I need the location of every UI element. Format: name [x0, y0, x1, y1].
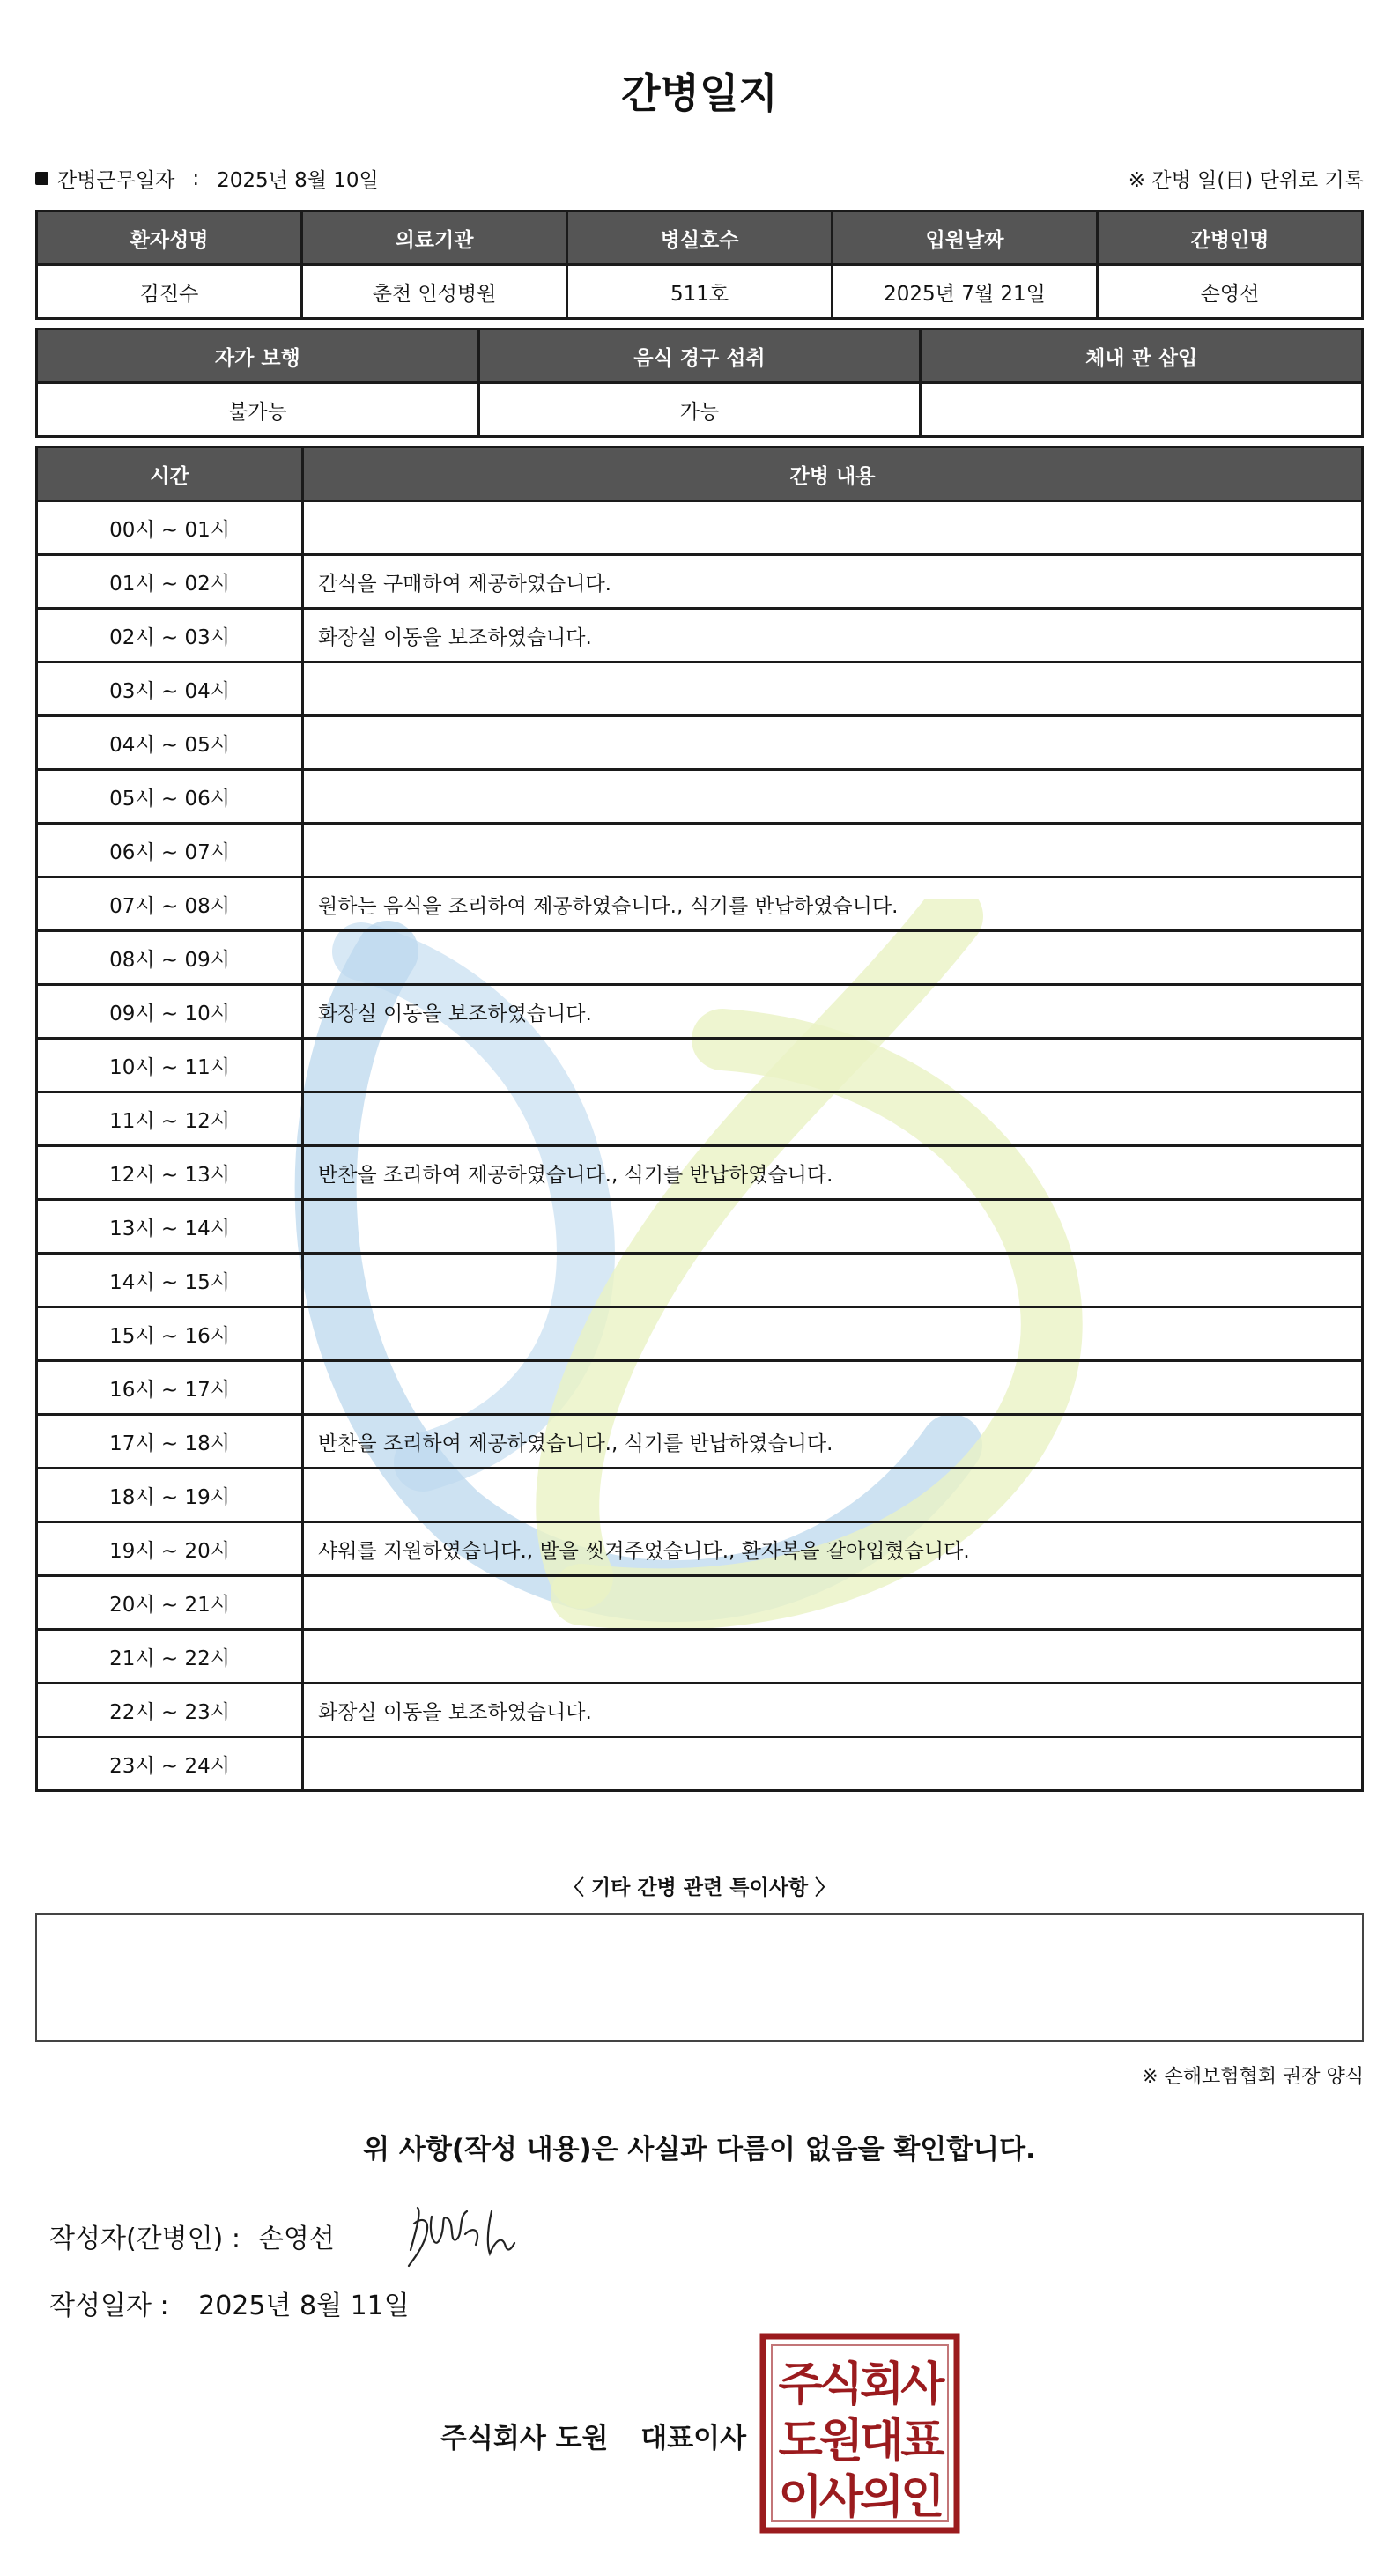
table-row: [37, 824, 1363, 877]
bullet-square-icon: [35, 172, 48, 185]
svg-text:이사의인: 이사의인: [778, 2471, 942, 2524]
handwritten-signature: [405, 2199, 564, 2269]
care-log-header-row: [37, 448, 1363, 501]
care-content-cell: [303, 1469, 1363, 1522]
time-cell: 08시 ~ 09시: [37, 931, 303, 985]
header-room: 병실호수: [567, 211, 833, 265]
table-row: [37, 1092, 1363, 1146]
table-row: [37, 1469, 1363, 1522]
patient-status-table: [35, 328, 1364, 438]
write-date-value: 2025년 8월 11일: [198, 2291, 410, 2321]
table-row: [37, 1522, 1363, 1576]
hospital-name: 춘천 인성병원: [302, 265, 567, 319]
work-date-label: 간병근무일자: [57, 169, 175, 192]
time-cell: 09시 ~ 10시: [37, 985, 303, 1039]
time-cell: 23시 ~ 24시: [37, 1737, 303, 1791]
care-content-cell: 화장실 이동을 보조하였습니다.: [303, 985, 1363, 1039]
table-row: [37, 555, 1363, 609]
table-row: [37, 663, 1363, 716]
table-row: [37, 609, 1363, 663]
ceo-title: 대표이사: [640, 2423, 747, 2454]
table-row: [37, 877, 1363, 931]
record-unit-note: ※ 간병 일(日) 단위로 기록: [1128, 169, 1364, 192]
care-log-table: [35, 446, 1364, 1792]
write-date-row: [49, 2284, 410, 2322]
time-cell: 10시 ~ 11시: [37, 1039, 303, 1092]
confirmation-statement: 위 사항(작성 내용)은 사실과 다름이 없음을 확인합니다.: [363, 2134, 1036, 2165]
table-row: [37, 1630, 1363, 1684]
table-row: [37, 985, 1363, 1039]
care-content-cell: [303, 1576, 1363, 1630]
patient-info-table: [35, 210, 1364, 320]
header-patient-name: 환자성명: [37, 211, 302, 265]
table-row: [37, 501, 1363, 555]
care-content-cell: 원하는 음식을 조리하여 제공하였습니다., 식기를 반납하였습니다.: [303, 877, 1363, 931]
care-content-cell: [303, 1630, 1363, 1684]
time-cell: 18시 ~ 19시: [37, 1469, 303, 1522]
patient-name: 김진수: [37, 265, 302, 319]
company-name: 주식회사 도원: [440, 2423, 609, 2454]
table-row: [37, 770, 1363, 824]
meta-row: [35, 164, 1364, 199]
work-date-separator: :: [192, 167, 200, 190]
header-admission-date: 입원날짜: [833, 211, 1098, 265]
care-content-cell: [303, 1307, 1363, 1361]
care-content-cell: [303, 770, 1363, 824]
table-row: [37, 1200, 1363, 1254]
time-cell: 15시 ~ 16시: [37, 1307, 303, 1361]
remarks-box: [35, 1913, 1364, 2042]
care-content-cell: [303, 663, 1363, 716]
self-walking-value: 불가능: [37, 383, 479, 437]
patient-info-header-row: [37, 211, 1363, 265]
table-row: [37, 1737, 1363, 1791]
status-header-row: [37, 329, 1363, 383]
time-cell: 16시 ~ 17시: [37, 1361, 303, 1415]
header-self-walking: 자가 보행: [37, 329, 479, 383]
care-content-cell: [303, 1039, 1363, 1092]
time-cell: 03시 ~ 04시: [37, 663, 303, 716]
care-content-cell: 화장실 이동을 보조하였습니다.: [303, 609, 1363, 663]
writer-row: [49, 2217, 335, 2255]
writer-label: 작성자(간병인) :: [49, 2224, 241, 2254]
care-content-cell: [303, 1092, 1363, 1146]
header-oral-intake: 음식 경구 섭취: [478, 329, 921, 383]
table-row: [37, 1415, 1363, 1469]
table-row: [37, 1684, 1363, 1737]
table-row: [37, 1361, 1363, 1415]
remarks-title: 〈 기타 간병 관련 특이사항 〉: [563, 1876, 836, 1899]
time-cell: 01시 ~ 02시: [37, 555, 303, 609]
work-date-value: 2025년 8월 10일: [217, 169, 379, 192]
table-row: [37, 1146, 1363, 1200]
care-content-cell: [303, 1200, 1363, 1254]
care-content-cell: 샤워를 지원하였습니다., 발을 씻겨주었습니다., 환자복을 갈아입혔습니다.: [303, 1522, 1363, 1576]
time-cell: 11시 ~ 12시: [37, 1092, 303, 1146]
svg-text:주식회사: 주식회사: [778, 2358, 942, 2411]
care-content-cell: 간식을 구매하여 제공하였습니다.: [303, 555, 1363, 609]
header-hospital: 의료기관: [302, 211, 567, 265]
time-cell: 00시 ~ 01시: [37, 501, 303, 555]
admission-date: 2025년 7월 21일: [833, 265, 1098, 319]
time-cell: 14시 ~ 15시: [37, 1254, 303, 1307]
table-row: [37, 716, 1363, 770]
care-content-cell: [303, 1361, 1363, 1415]
care-content-cell: [303, 716, 1363, 770]
time-cell: 05시 ~ 06시: [37, 770, 303, 824]
time-cell: 07시 ~ 08시: [37, 877, 303, 931]
header-time: 시간: [37, 448, 303, 501]
work-date-block: [35, 164, 379, 193]
care-content-cell: [303, 501, 1363, 555]
oral-intake-value: 가능: [478, 383, 921, 437]
header-care-content: 간병 내용: [303, 448, 1363, 501]
svg-text:도원대표: 도원대표: [778, 2415, 942, 2468]
care-content-cell: [303, 931, 1363, 985]
table-row: [37, 1039, 1363, 1092]
time-cell: 19시 ~ 20시: [37, 1522, 303, 1576]
care-content-cell: [303, 824, 1363, 877]
company-line: [440, 2416, 746, 2455]
caregiver-name: 손영선: [1098, 265, 1363, 319]
table-row: [37, 1307, 1363, 1361]
table-row: [37, 931, 1363, 985]
time-cell: 20시 ~ 21시: [37, 1576, 303, 1630]
time-cell: 12시 ~ 13시: [37, 1146, 303, 1200]
time-cell: 22시 ~ 23시: [37, 1684, 303, 1737]
time-cell: 02시 ~ 03시: [37, 609, 303, 663]
page-title: 간병일지: [621, 70, 778, 117]
time-cell: 06시 ~ 07시: [37, 824, 303, 877]
header-tube-insertion: 체내 관 삽입: [921, 329, 1363, 383]
status-value-row: [37, 383, 1363, 437]
time-cell: 04시 ~ 05시: [37, 716, 303, 770]
tube-insertion-value: [921, 383, 1363, 437]
writer-name: 손영선: [257, 2224, 335, 2254]
table-row: [37, 1576, 1363, 1630]
care-content-cell: [303, 1737, 1363, 1791]
header-caregiver-name: 간병인명: [1098, 211, 1363, 265]
write-date-label: 작성일자 :: [49, 2291, 169, 2321]
care-content-cell: 화장실 이동을 보조하였습니다.: [303, 1684, 1363, 1737]
patient-info-value-row: [37, 265, 1363, 319]
insurance-note: ※ 손해보험협회 권장 양식: [1142, 2066, 1364, 2088]
care-content-cell: 반찬을 조리하여 제공하였습니다., 식기를 반납하였습니다.: [303, 1146, 1363, 1200]
care-content-cell: 반찬을 조리하여 제공하였습니다., 식기를 반납하였습니다.: [303, 1415, 1363, 1469]
company-seal-stamp: [759, 2333, 960, 2534]
table-row: [37, 1254, 1363, 1307]
care-content-cell: [303, 1254, 1363, 1307]
room-number: 511호: [567, 265, 833, 319]
time-cell: 13시 ~ 14시: [37, 1200, 303, 1254]
time-cell: 17시 ~ 18시: [37, 1415, 303, 1469]
time-cell: 21시 ~ 22시: [37, 1630, 303, 1684]
